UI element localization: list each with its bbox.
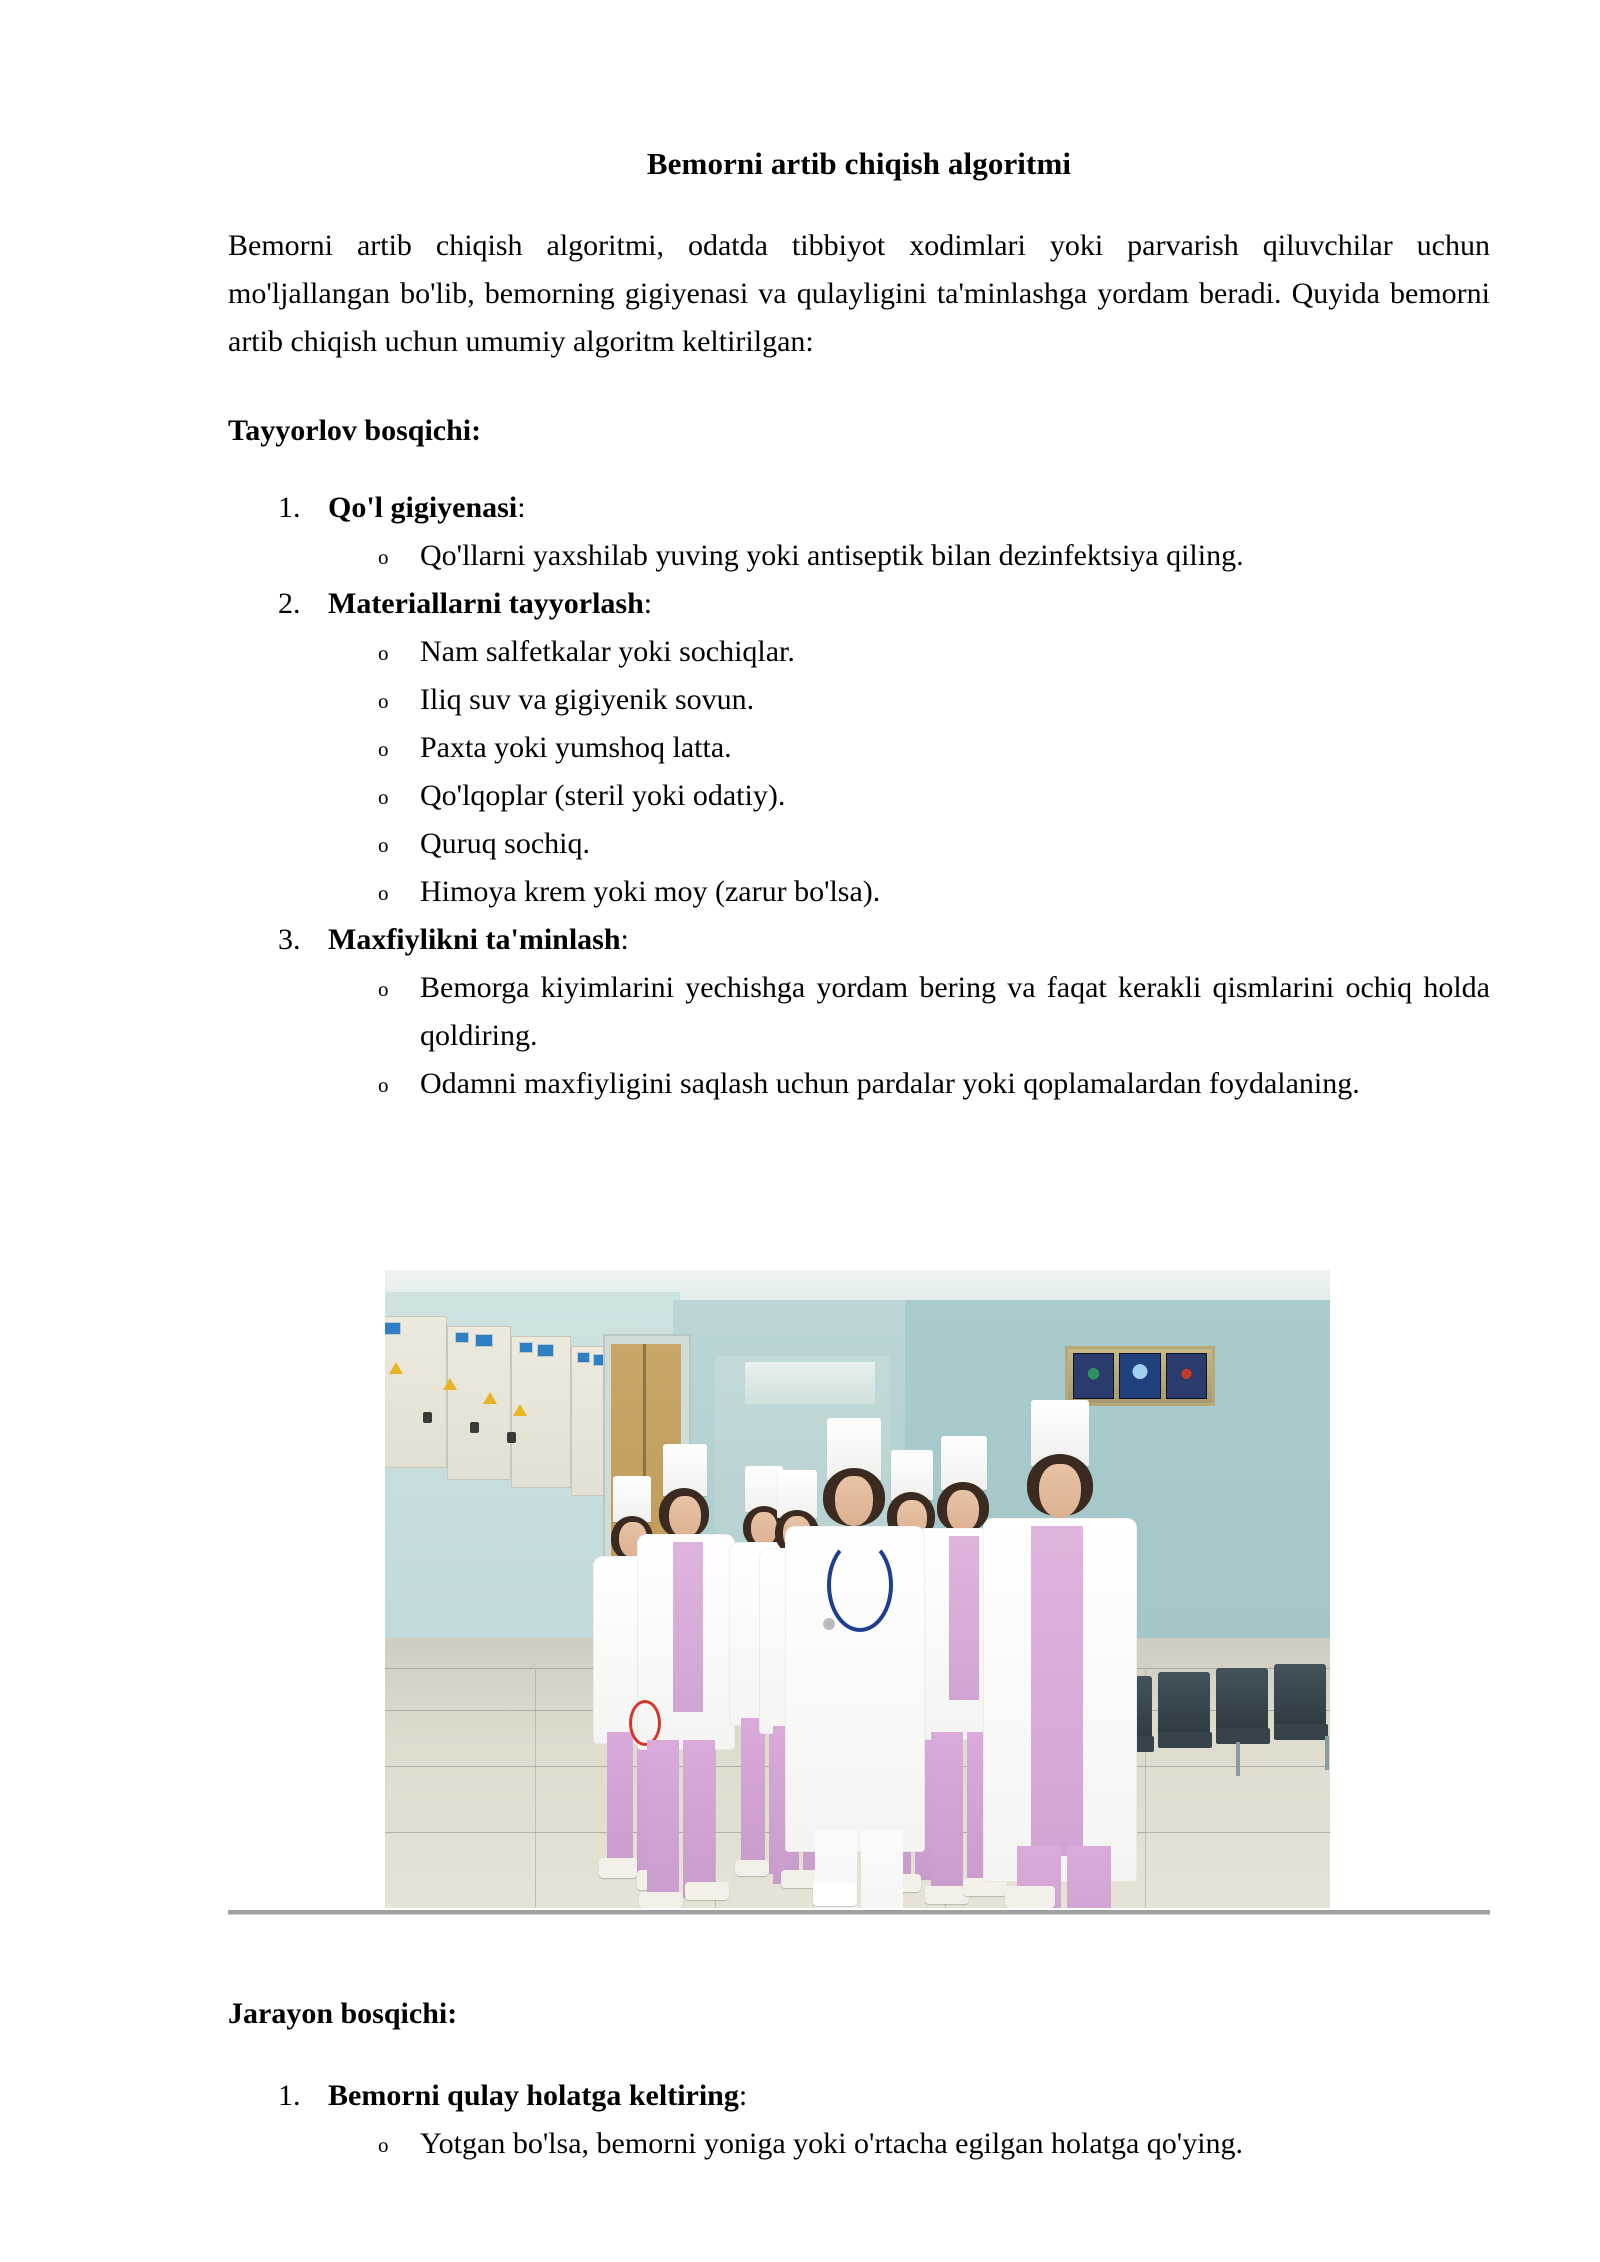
photo-cabinet-lock	[470, 1422, 479, 1433]
scrub-pants	[607, 1732, 633, 1872]
step-colon: :	[620, 923, 629, 956]
substep-item: o Paxta yoki yumshoq latta.	[328, 724, 1490, 772]
stethoscope-bell-icon	[823, 1618, 835, 1630]
figure-hospital-staff	[385, 1270, 1330, 1908]
substeps-list	[328, 628, 1490, 916]
substep-item: o Yotgan bo'lsa, bemorni yoniga yoki o'rtacha egilgan holatga qo'ying.	[328, 2120, 1490, 2168]
scrub-top	[949, 1536, 979, 1700]
face	[947, 1490, 979, 1532]
photo-canvas	[385, 1270, 1330, 1908]
artwork-panel	[1166, 1353, 1207, 1399]
chair-leg	[1325, 1736, 1329, 1770]
document-content	[228, 0, 1490, 1108]
substep-item: o Quruq sochiq.	[328, 820, 1490, 868]
step-label: Qo'l gigiyenasi	[328, 491, 518, 524]
face	[835, 1476, 873, 1526]
section-heading-tayyorlov: Tayyorlov bosqichi:	[228, 414, 482, 447]
warning-triangle-icon	[389, 1362, 403, 1374]
intro-paragraph: Bemorni artib chiqish algoritmi, odatda tibbiyot xodimlari yoki parvarish qiluvchilar uchun mo'ljallangan bo'lib, bemorning gigiyenasi va qulayligini ta'minlashga yordam beradi. Quyida bemorni artib chiqish uchun umumiy algoritm keltirilgan:	[228, 229, 1490, 358]
step-item	[228, 2072, 1490, 2168]
substep-item: o Himoya krem yoki moy (zarur bo'lsa).	[328, 868, 1490, 916]
step-label: Materiallarni tayyorlash	[328, 587, 644, 620]
section-jarayon	[228, 1990, 1490, 2168]
artwork-panel	[1073, 1353, 1114, 1399]
steps-list-jarayon	[228, 2038, 1490, 2168]
scrub-pants	[931, 1732, 963, 1900]
step-colon: :	[643, 587, 653, 620]
substeps-list	[328, 2120, 1490, 2168]
warning-triangle-icon	[443, 1378, 457, 1390]
shoe	[599, 1858, 637, 1878]
scrub-top	[1031, 1526, 1083, 1856]
shoe	[1005, 1886, 1055, 1908]
chair	[1158, 1672, 1210, 1734]
shoe	[639, 1892, 683, 1908]
scrub-pants	[647, 1740, 679, 1908]
steps-list-tayyorlov	[228, 455, 1490, 1108]
chair	[1216, 1668, 1268, 1730]
horizontal-divider	[228, 1910, 1490, 1915]
warning-triangle-icon	[513, 1404, 527, 1416]
chair-seat	[1216, 1728, 1270, 1744]
uniform-pants	[861, 1830, 903, 1908]
substep-item: o Qo'llarni yaxshilab yuving yoki antiseptik bilan dezinfektsiya qiling.	[328, 532, 1490, 580]
scrub-pants	[683, 1740, 715, 1898]
photo-cabinet-label	[519, 1342, 533, 1353]
substep-item: o Qo'lqoplar (steril yoki odatiy).	[328, 772, 1490, 820]
photo-cabinet-lock	[423, 1412, 432, 1423]
shoe	[685, 1882, 729, 1900]
substeps-list	[328, 532, 1490, 580]
substep-item: o Nam salfetkalar yoki sochiqlar.	[328, 628, 1490, 676]
warning-triangle-icon	[483, 1392, 497, 1404]
photo-cabinet-lock	[507, 1432, 516, 1443]
artwork-panel	[1119, 1353, 1160, 1399]
shoe	[735, 1860, 769, 1876]
scrub-pants	[741, 1718, 765, 1868]
section-heading-jarayon: Jarayon bosqichi:	[228, 1997, 458, 2030]
scrub-top	[673, 1542, 703, 1712]
chair-seat	[1274, 1724, 1328, 1740]
shoe	[813, 1882, 857, 1906]
substep-item: o Iliq suv va gigiyenik sovun.	[328, 676, 1490, 724]
substeps-list	[328, 964, 1490, 1108]
chair-seat	[1158, 1732, 1212, 1748]
step-item	[228, 484, 1490, 580]
face	[1039, 1464, 1081, 1518]
photo-floor-seam	[535, 1670, 536, 1908]
step-colon: :	[517, 491, 526, 524]
step-item	[228, 580, 1490, 916]
chair-leg	[1236, 1742, 1240, 1776]
photo-cabinet-label	[455, 1332, 469, 1343]
stethoscope-icon	[827, 1538, 893, 1632]
page-title: Bemorni artib chiqish algoritmi	[646, 146, 1072, 181]
face	[751, 1512, 777, 1546]
scrub-pants	[1067, 1846, 1111, 1908]
photo-cabinet-label	[385, 1322, 401, 1335]
photo-cabinet-label	[537, 1344, 554, 1357]
photo-cabinet-label	[475, 1334, 493, 1347]
chair	[1274, 1664, 1326, 1726]
substep-item: o Bemorga kiyimlarini yechishga yordam bering va faqat kerakli qismlarini ochiq holda qoldiring.	[328, 964, 1490, 1060]
photo-framed-artwork	[1065, 1346, 1215, 1406]
photo-ceiling-lights	[745, 1362, 875, 1404]
step-item	[228, 916, 1490, 1108]
step-label: Bemorni qulay holatga keltiring	[328, 2079, 739, 2112]
step-label: Maxfiylikni ta'minlash	[328, 923, 621, 956]
photo-cabinet	[447, 1326, 511, 1480]
photo-cabinet-label	[577, 1352, 590, 1363]
face	[669, 1496, 701, 1538]
substep-item: o Odamni maxfiyligini saqlash uchun pardalar yoki qoplamalardan foydalaning.	[328, 1060, 1490, 1108]
photo-cabinet	[385, 1316, 447, 1468]
step-colon: :	[738, 2079, 748, 2112]
